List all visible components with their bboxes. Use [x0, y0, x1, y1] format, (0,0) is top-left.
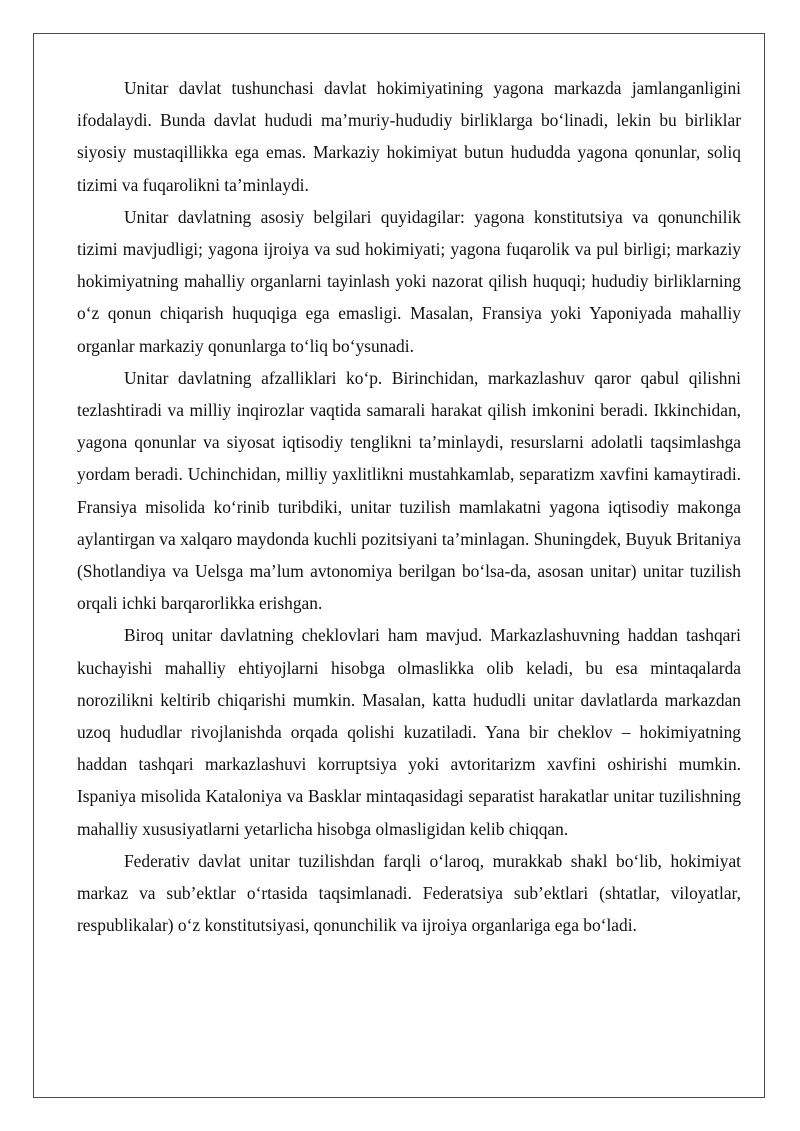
document-body: [77, 72, 741, 941]
paragraph: Federativ davlat unitar tuzilishdan farqli o‘laroq, murakkab shakl bo‘lib, hokimiyat markaz va sub’ektlar o‘rtasida taqsimlanadi. Federatsiya sub’ektlari (shtatlar, viloyatlar, respublikalar) o‘z konstitutsiyasi, qonunchilik va ijroiya organlariga ega bo‘ladi.: [77, 850, 741, 936]
paragraph: Unitar davlat tushunchasi davlat hokimiyatining yagona markazda jamlanganligini ifodalaydi. Bunda davlat hududi ma’muriy-hududiy birliklarga bo‘linadi, lekin bu birliklar siyosiy mustaqillikka ega emas. Markaziy hokimiyat butun hududda yagona qonunlar, soliq tizimi va fuqarolikni ta’minlaydi.: [77, 78, 741, 195]
paragraph: Unitar davlatning asosiy belgilari quyidagilar: yagona konstitutsiya va qonunchilik tizimi mavjudligi; yagona ijroiya va sud hokimiyati; yagona fuqarolik va pul birligi; markaziy hokimiyatning mahalliy organlarni tayinlash yoki nazorat qilish huquqi; hududiy birliklarning o‘z qonun chiqarish huquqiga ega emasligi. Masalan, Fransiya yoki Yaponiyada mahalliy organlar markaziy qonunlarga to‘liq bo‘ysunadi.: [77, 206, 741, 356]
paragraph: Biroq unitar davlatning cheklovlari ham mavjud. Markazlashuvning haddan tashqari kuchayishi mahalliy ehtiyojlarni hisobga olmaslikka olib keladi, bu esa mintaqalarda norozilikni keltirib chiqarishi mumkin. Masalan, katta hududli unitar davlatlarda markazdan uzoq hududlar rivojlanishda orqada qolishi kuzatiladi. Yana bir cheklov – hokimiyatning haddan tashqari markazlashuvi korruptsiya yoki avtoritarizm xavfini oshirishi mumkin. Ispaniya misolida Kataloniya va Basklar mintaqasidagi separatist harakatlar unitar tuzilishning mahalliy xususiyatlarni yetarlicha hisobga olmasligidan kelib chiqqan.: [77, 625, 741, 839]
paragraph: Unitar davlatning afzalliklari ko‘p. Birinchidan, markazlashuv qaror qabul qilishni tezlashtiradi va milliy inqirozlar vaqtida samarali harakat qilish imkonini beradi. Ikkinchidan, yagona qonunlar va siyosat iqtisodiy tenglikni ta’minlaydi, resurslarni adolatli taqsimlashga yordam beradi. Uchinchidan, milliy yaxlitlikni mustahkamlab, separatizm xavfini kamaytiradi. Fransiya misolida ko‘rinib turibdiki, unitar tuzilish mamlakatni yagona iqtisodiy makonga aylantirgan va xalqaro maydonda kuchli pozitsiyani ta’minlagan. Shuningdek, Buyuk Britaniya (Shotlandiya va Uelsga ma’lum avtonomiya berilgan bo‘lsa-da, asosan unitar) unitar tuzilish orqali ichki barqarorlikka erishgan.: [77, 367, 741, 614]
